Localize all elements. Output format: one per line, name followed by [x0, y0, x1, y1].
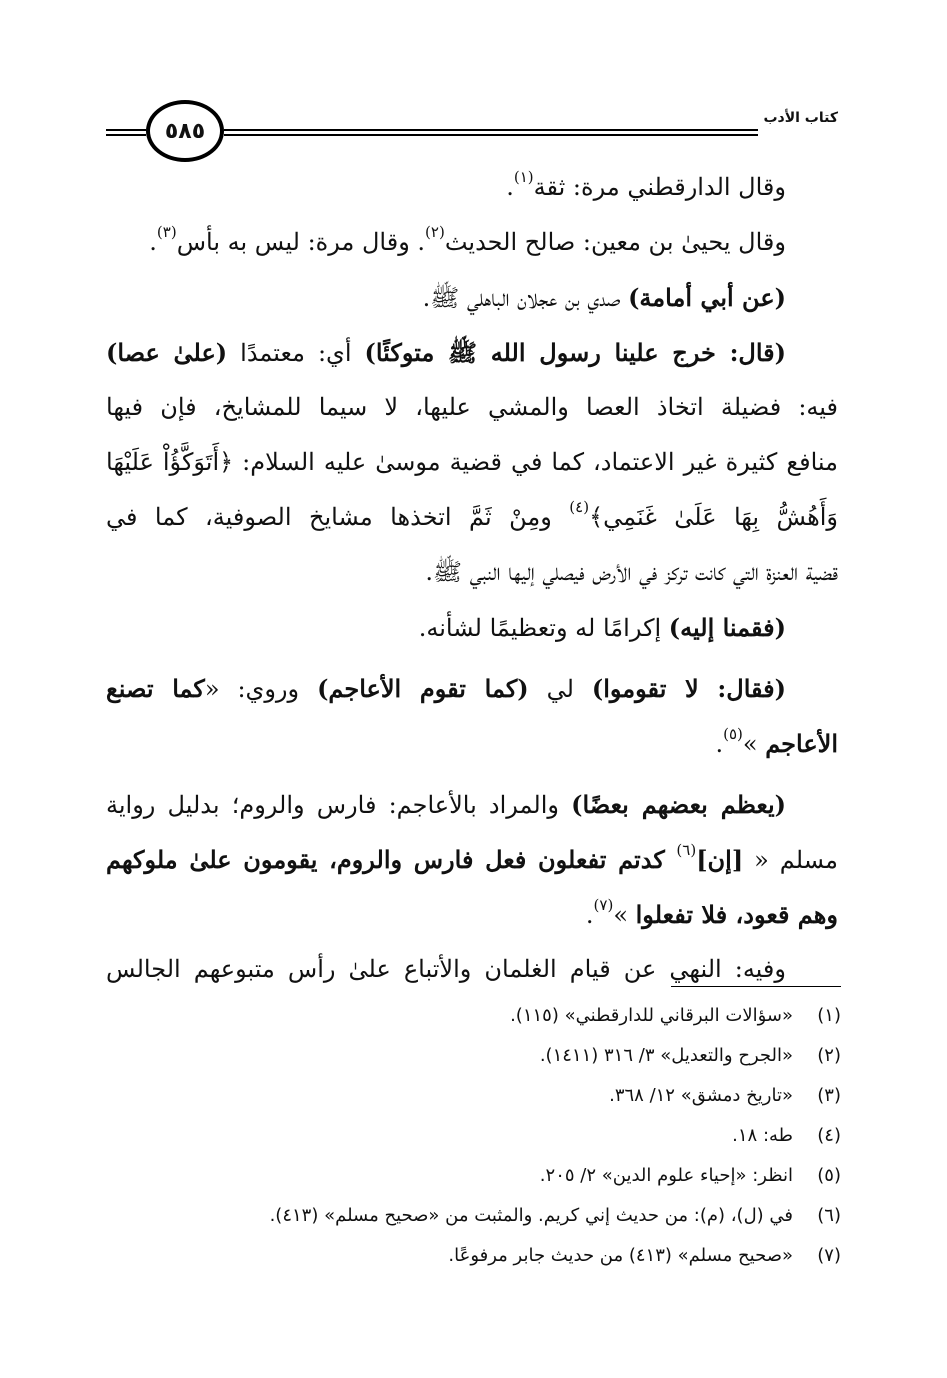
- line-text: .: [585, 901, 594, 929]
- line-text: أي: معتمدًا: [227, 339, 365, 367]
- hadith-quote: (فقمنا إليه): [668, 613, 786, 642]
- footnote-number: (١): [817, 1005, 841, 1026]
- hadith-quote: (يعظم بعضهم بعضًا): [571, 790, 786, 819]
- header-rule-left: [106, 129, 146, 136]
- text-line: وفيه: النهي عن قيام الغلمان والأتباع علىٰ رأس متبوعهم الجالس: [106, 955, 786, 983]
- footnote-item: [111, 1036, 841, 1076]
- text-line: [106, 160, 838, 215]
- footnote-ref[interactable]: (٥): [723, 725, 743, 743]
- footnote-item: [111, 996, 841, 1036]
- footnote-ref[interactable]: (٤): [569, 498, 590, 516]
- hadith-quote: (عن أبي أمامة): [628, 283, 786, 312]
- line-text: وروي: «: [204, 675, 318, 703]
- line-text: .: [506, 173, 514, 201]
- footnote-text: «تاريخ دمشق» ١٢/ ٣٦٨.: [609, 1085, 793, 1106]
- footnote-item: [111, 1076, 841, 1116]
- line-text: .: [149, 228, 157, 256]
- footnote-number: (٦): [817, 1205, 841, 1226]
- line-text: والمراد بالأعاجم: فارس والروم؛ بدليل رواية: [106, 791, 572, 819]
- footnote-number: (٧): [817, 1245, 841, 1266]
- line-text: وقال يحيىٰ بن معين: صالح الحديث: [444, 228, 786, 256]
- text-line: قضية العنزة التي كانت تركز في الأرض فيصلي إليها النبي ﷺ.: [425, 558, 838, 586]
- text-line: [106, 832, 838, 887]
- hadith-quote: (قال: خرج علينا رسول الله ﷺ متوكئًا): [364, 338, 787, 367]
- text-line: [106, 887, 838, 942]
- line-text: وقال الدارقطني مرة: ثقة: [533, 173, 786, 201]
- footnote-text: «صحيح مسلم» (٤١٣) من حديث جابر مرفوعًا.: [448, 1245, 793, 1266]
- hadith-quote: (علىٰ عصا): [106, 338, 228, 367]
- footnote-number: (٢): [817, 1045, 841, 1066]
- text-line: [106, 777, 838, 832]
- line-text: ومِنْ ثَمَّ اتخذها مشايخ الصوفية، كما في: [106, 503, 570, 531]
- hadith-quote: (كما تقوم الأعاجم): [317, 674, 529, 703]
- footnote-ref[interactable]: (٣): [156, 223, 177, 241]
- text-line: [106, 270, 838, 325]
- line-text: إكرامًا له وتعظيمًا لشأنه.: [418, 614, 669, 642]
- hadith-quote: (فقال: لا تقوموا): [591, 674, 787, 703]
- line-text: »: [742, 730, 766, 758]
- footnote-text: انظر: «إحياء علوم الدين» ٢/ ٢٠٥.: [539, 1165, 793, 1186]
- header-rule-right: [224, 129, 758, 136]
- footnote-separator: [671, 986, 841, 987]
- footnote-item: [111, 1156, 841, 1196]
- footnote-text: «سؤالات البرقاني للدارقطني» (١١٥).: [510, 1005, 793, 1026]
- page-number: ٥٨٥: [164, 118, 206, 144]
- text-line: [106, 600, 838, 655]
- footnote-item: [111, 1116, 841, 1156]
- line-text: مسلم «: [743, 846, 838, 874]
- text-line: [106, 490, 838, 545]
- text-line: [106, 325, 838, 380]
- hadith-quote: وهم قعود، فلا تفعلوا: [635, 900, 838, 929]
- text-line: فيه: فضيلة اتخاذ العصا والمشي عليها، لا سيما للمشايخ، فإن فيها: [106, 393, 838, 421]
- hadith-quote: [إن]: [696, 845, 744, 874]
- main-text: [106, 160, 838, 997]
- line-text: »: [613, 901, 636, 929]
- hadith-quote: الأعاجم: [765, 729, 838, 758]
- footnote-item: [111, 1196, 841, 1236]
- footnote-item: [111, 1236, 841, 1276]
- line-text: لي: [528, 675, 592, 703]
- footnote-number: (٣): [817, 1085, 841, 1106]
- line-text: . وقال مرة: ليس به بأس: [176, 228, 426, 256]
- footnotes: [111, 996, 841, 1276]
- line-text: صدي بن عجلان الباهلي ﷺ.: [422, 284, 629, 312]
- running-title: كتاب الأدب: [763, 110, 838, 126]
- text-line: منافع كثيرة غير الاعتماد، كما في قضية موسىٰ عليه السلام: ﴿أَتَوَكَّؤُاْ عَلَيْهَا: [106, 448, 838, 476]
- footnote-number: (٤): [817, 1125, 841, 1146]
- text-line: [106, 716, 838, 771]
- hadith-quote: كدتم تفعلون فعل فارس والروم، يقومون علىٰ ملوكهم: [106, 845, 677, 874]
- text-line: [106, 661, 838, 716]
- footnote-number: (٥): [817, 1165, 841, 1186]
- footnote-text: في (ل)، (م): من حديث إني كريم. والمثبت من «صحيح مسلم» (٤١٣).: [269, 1205, 793, 1226]
- footnote-ref[interactable]: (٧): [593, 896, 614, 914]
- quran-quote: وَأَهُشُّ بِهَا عَلَىٰ غَنَمِي﴾: [589, 503, 838, 531]
- line-text: .: [715, 730, 724, 758]
- footnote-text: طه: ١٨.: [732, 1125, 793, 1146]
- footnote-ref[interactable]: (١): [513, 168, 534, 186]
- footnote-text: «الجرح والتعديل» ٣/ ٣١٦ (١٤١١).: [539, 1045, 793, 1066]
- text-line: [106, 215, 838, 270]
- footnote-ref[interactable]: (٢): [425, 223, 445, 241]
- page-number-badge: [146, 100, 224, 162]
- footnote-ref[interactable]: (٦): [676, 841, 697, 859]
- hadith-quote: كما تصنع: [106, 674, 205, 703]
